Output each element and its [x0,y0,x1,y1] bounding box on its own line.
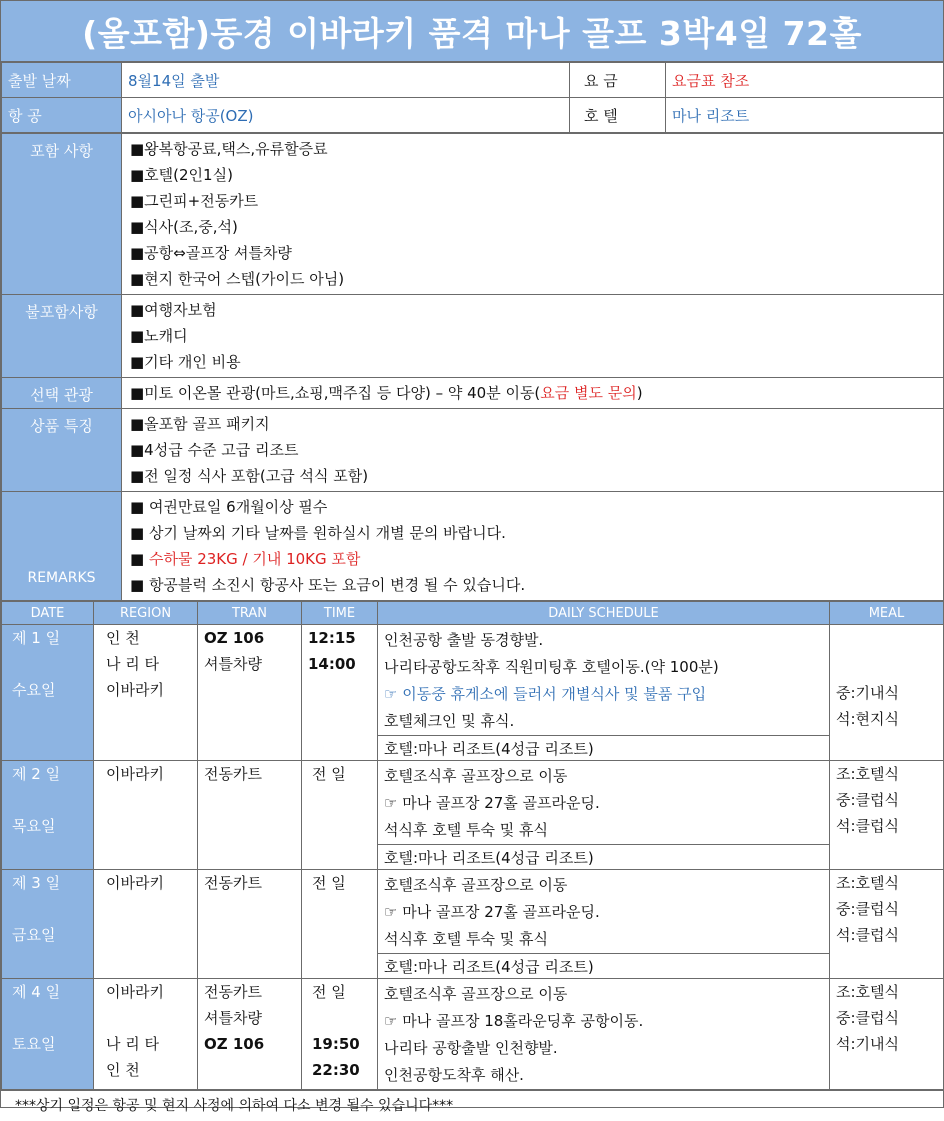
day2-tran [198,761,302,870]
schedule-line: 인천공항도착후 해산. [384,1066,524,1084]
list-item: ■ 여권만료일 6개월이상 필수 [130,498,328,516]
day-spacer [12,1005,87,1031]
list-item: ■왕복항공료,택스,유류할증료 [130,140,328,158]
header-date: DATE [2,602,94,625]
day4-tran [198,979,302,1090]
schedule-line: 나리타 공항출발 인천향발. [384,1039,558,1057]
list-item: ■공항⇔골프장 셔틀차량 [130,244,292,262]
optional-tour [122,378,944,409]
list-item: ■ 항공블럭 소진시 항공사 또는 요금이 변경 될 수 있습니다. [130,576,526,594]
meal-item [836,654,937,680]
transport: 전동카트 [204,983,262,1001]
transport: 셔틀차량 [204,655,262,673]
region: 나 리 타 [106,655,160,673]
time: 19:50 [312,1035,360,1053]
details-table [1,133,944,601]
list-item [130,546,935,572]
schedule-line: 석식후 호텔 투숙 및 휴식 [384,930,548,948]
day-spacer [12,896,87,922]
list-item: ■현지 한국어 스텝(가이드 아님) [130,270,345,288]
price-label: 요 금 [570,63,666,98]
airline-value: 아시아나 항공(OZ) [122,98,570,133]
list-item: ■호텔(2인1실) [130,166,233,184]
optional-close: ) [636,384,643,402]
day1-tran [198,625,302,761]
schedule-line: ☞ 마나 골프장 18홀라운딩후 공항이동. [384,1012,644,1030]
day4-date [2,979,94,1090]
day3-schedule [378,870,830,954]
meal-item: 조:호텔식 [836,983,900,1001]
time: 전 일 [312,874,346,892]
list-item: ■기타 개인 비용 [130,353,241,371]
day1-time [302,625,378,761]
features-label: 상품 특징 [2,409,122,492]
day2-schedule [378,761,830,845]
schedule-line: 나리타공항도착후 직원미팅후 호텔이동.(약 100분) [384,658,719,676]
optional-label: 선택 관광 [2,378,122,409]
day-label: 제 4 일 [12,983,61,1001]
excluded-label: 불포함사항 [2,295,122,378]
schedule-line: 호텔조식후 골프장으로 이동 [384,876,568,894]
schedule-note: ☞ 이동중 휴게소에 들러서 개별식사 및 불품 구입 [384,685,707,703]
weekday: 수요일 [12,681,56,699]
remarks-label: REMARKS [2,492,122,601]
page-title: (올포함)동경 이바라키 품격 마나 골프 3박4일 72홀 [1,1,943,62]
day3-time [302,870,378,979]
schedule-line: 호텔조식후 골프장으로 이동 [384,767,568,785]
list-item: ■4성급 수준 고급 리조트 [130,441,299,459]
day1-region [94,625,198,761]
region: 이바라키 [106,983,164,1001]
region [106,1005,191,1031]
transport: 전동카트 [204,874,262,892]
day2-hotel: 호텔:마나 리조트(4성급 리조트) [378,845,830,870]
meal-item: 석:클럽식 [836,926,900,944]
info-table [1,62,944,133]
meal-item: 석:클럽식 [836,817,900,835]
time [312,1005,371,1031]
day3-region [94,870,198,979]
baggage-note: 수하물 23KG / 기내 10KG 포함 [148,550,361,568]
transport: OZ 106 [204,1035,265,1053]
day-label: 제 3 일 [12,874,61,892]
schedule-line: 호텔체크인 및 휴식. [384,712,515,730]
region: 인 천 [106,629,140,647]
day4-meal [830,979,944,1090]
region: 나 리 타 [106,1035,160,1053]
remarks-list [122,492,944,601]
day2-region [94,761,198,870]
day-spacer [12,651,87,677]
time: 전 일 [312,983,346,1001]
day3-meal [830,870,944,979]
day3-date [2,870,94,979]
region: 이바라키 [106,681,164,699]
transport: 전동카트 [204,765,262,783]
list-item: ■여행자보험 [130,301,217,319]
list-item: ■노캐디 [130,327,188,345]
time: 14:00 [308,655,356,673]
optional-main: ■미토 이온몰 관광(마트,쇼핑,맥주집 등 다양) – 약 40분 이동( [130,384,541,402]
hotel-label: 호 텔 [570,98,666,133]
meal-item: 중:클럽식 [836,791,900,809]
included-list [122,134,944,295]
list-item: ■그린피+전동카트 [130,192,259,210]
day1-meal [830,625,944,761]
schedule-line: ☞ 마나 골프장 27홀 골프라운딩. [384,903,600,921]
day2-time [302,761,378,870]
meal-item: 조:호텔식 [836,765,900,783]
included-label: 포함 사항 [2,134,122,295]
airline-label: 항 공 [2,98,122,133]
region: 이바라키 [106,765,164,783]
weekday: 금요일 [12,926,56,944]
transport: OZ 106 [204,629,265,647]
header-daily-schedule: DAILY SCHEDULE [378,602,830,625]
hotel-value: 마나 리조트 [666,98,944,133]
header-tran: TRAN [198,602,302,625]
footer-note: ***상기 일정은 항공 및 현지 사정에 의하여 다소 변경 될수 있습니다*** [1,1090,943,1121]
weekday: 목요일 [12,817,56,835]
depart-value: 8월14일 출발 [122,63,570,98]
time: 22:30 [312,1061,360,1079]
schedule-line: 인천공항 출발 동경향발. [384,631,544,649]
schedule-line: 석식후 호텔 투숙 및 휴식 [384,821,548,839]
day1-date [2,625,94,761]
header-time: TIME [302,602,378,625]
region: 인 천 [106,1061,140,1079]
day4-time [302,979,378,1090]
list-item: ■ 상기 날짜외 기타 날짜를 원하실시 개별 문의 바랍니다. [130,524,506,542]
remarks-bullet: ■ [130,550,149,568]
features-list [122,409,944,492]
meal-item: 중:기내식 [836,683,900,702]
price-value: 요금표 참조 [666,63,944,98]
region: 이바라키 [106,874,164,892]
meal-item: 석:현지식 [836,709,900,728]
time: 12:15 [308,629,356,647]
excluded-list [122,295,944,378]
meal-item: 중:클럽식 [836,900,900,918]
depart-label: 출발 날짜 [2,63,122,98]
day3-tran [198,870,302,979]
optional-price-note: 요금 별도 문의 [540,384,637,402]
day-spacer [12,787,87,813]
optional-text [130,380,935,406]
day2-date [2,761,94,870]
header-meal: MEAL [830,602,944,625]
time: 전 일 [312,765,346,783]
list-item: ■식사(조,중,석) [130,218,238,236]
day-label: 제 2 일 [12,765,61,783]
weekday: 토요일 [12,1035,56,1053]
day-label: 제 1 일 [12,629,61,647]
meal-item: 조:호텔식 [836,874,900,892]
day4-region [94,979,198,1090]
list-item: ■전 일정 식사 포함(고급 석식 포함) [130,467,369,485]
header-region: REGION [94,602,198,625]
day1-schedule [378,625,830,736]
day3-hotel: 호텔:마나 리조트(4성급 리조트) [378,954,830,979]
transport: 셔틀차량 [204,1009,262,1027]
day4-schedule [378,979,830,1090]
meal-item: 석:기내식 [836,1035,900,1053]
schedule-line: ☞ 마나 골프장 27홀 골프라운딩. [384,794,600,812]
list-item: ■올포함 골프 패키지 [130,415,270,433]
day1-hotel: 호텔:마나 리조트(4성급 리조트) [378,736,830,761]
schedule-line: 호텔조식후 골프장으로 이동 [384,985,568,1003]
meal-item: 중:클럽식 [836,1009,900,1027]
schedule-table [1,601,944,1090]
day2-meal [830,761,944,870]
